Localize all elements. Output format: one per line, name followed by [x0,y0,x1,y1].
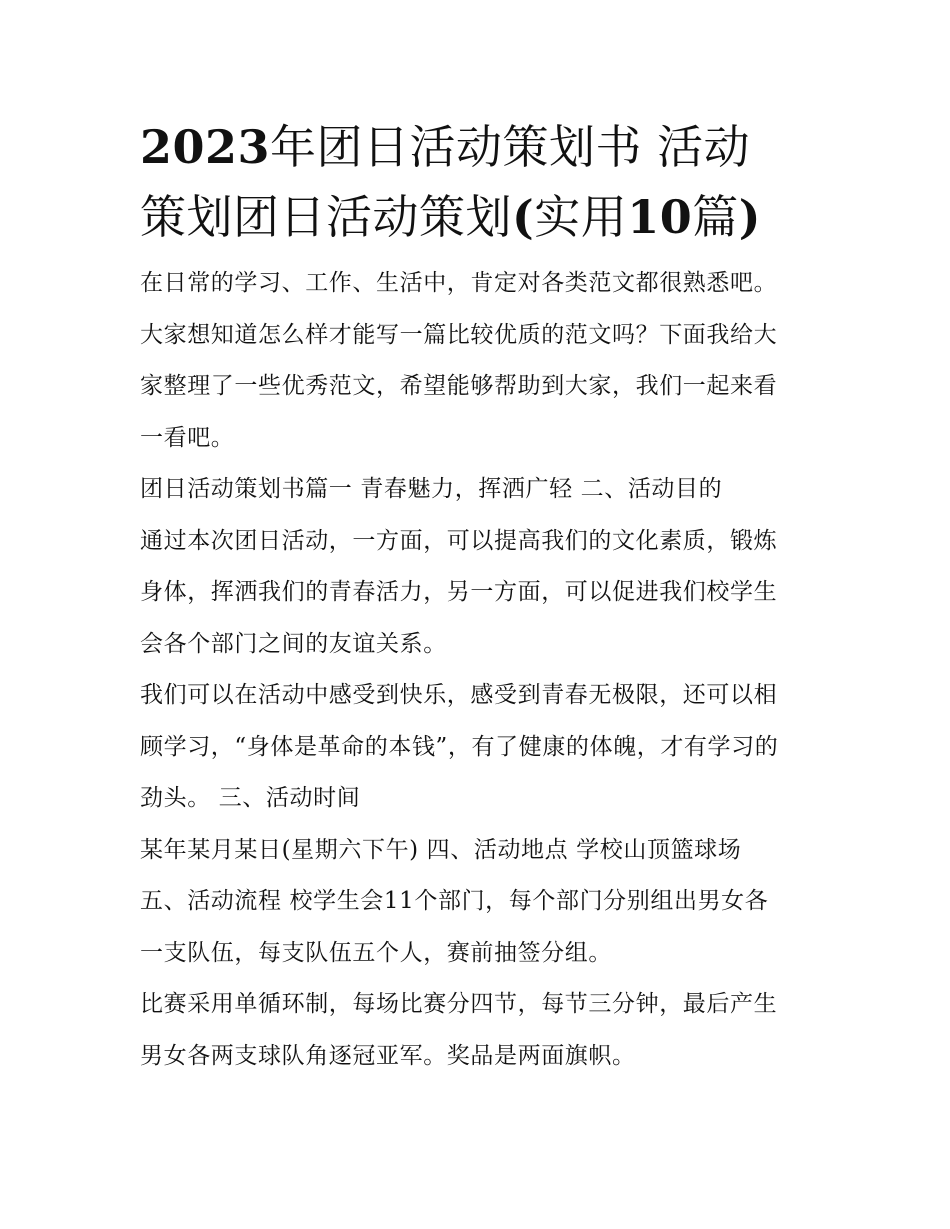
title-text-2: 策划团日活动策划 [140,190,512,244]
text-line: 劲头。 三、活动时间 [140,785,361,811]
title-text-3: 实用 [534,190,628,244]
text-line: 会各个部门之间的友谊关系。 [140,630,447,657]
text-line: 五、活动流程 校学生会11个部门，每个部门分别组出男女各 [140,888,769,914]
paragraph-process [140,876,820,979]
text-line: 团日活动策划书篇一 青春魅力，挥洒广轻 二、活动目的 [140,476,723,502]
text-line: 比赛采用单循环制，每场比赛分四节，每节三分钟，最后产生 [140,991,778,1017]
paragraph-intro [140,258,820,464]
title-text-4: 篇 [692,190,739,244]
text-line: 一支队伍，每支队伍五个人，赛前抽签分组。 [140,939,612,966]
paragraph-section-heading [140,464,820,516]
title-text-1: 年团日活动策划书 活动 [270,120,751,174]
paragraph-purpose [140,516,820,671]
document-title [140,112,820,252]
paragraph-feelings [140,670,820,825]
text-line: 男女各两支球队角逐冠亚军。奖品是两面旗帜。 [140,1042,636,1069]
text-line: 身体，挥洒我们的青春活力，另一方面，可以促进我们校学生 [140,579,778,605]
text-line: 家整理了一些优秀范文，希望能够帮助到大家，我们一起来看 [140,373,778,399]
document-body [140,112,820,1082]
text-line: 大家想知道怎么样才能写一篇比较优质的范文吗？下面我给大 [140,321,778,348]
text-line: 我们可以在活动中感受到快乐，感受到青春无极限，还可以相 [140,682,778,708]
title-year: 2023 [140,120,271,174]
paragraph-time-place [140,825,820,877]
text-line: 顾学习，“身体是革命的本钱”，有了健康的体魄，才有学习的 [140,733,779,760]
text-line: 某年某月某日(星期六下午) 四、活动地点 学校山顶篮球场 [140,836,742,863]
text-line: 一看吧。 [140,424,235,451]
text-line: 在日常的学习、工作、生活中，肯定对各类范文都很熟悉吧。 [140,270,778,296]
title-count: 10 [627,190,693,244]
paragraph-rules [140,979,820,1082]
title-paren-open: ( [512,190,535,244]
title-paren-close: ) [738,190,762,244]
text-line: 通过本次团日活动，一方面，可以提高我们的文化素质，锻炼 [140,527,778,554]
